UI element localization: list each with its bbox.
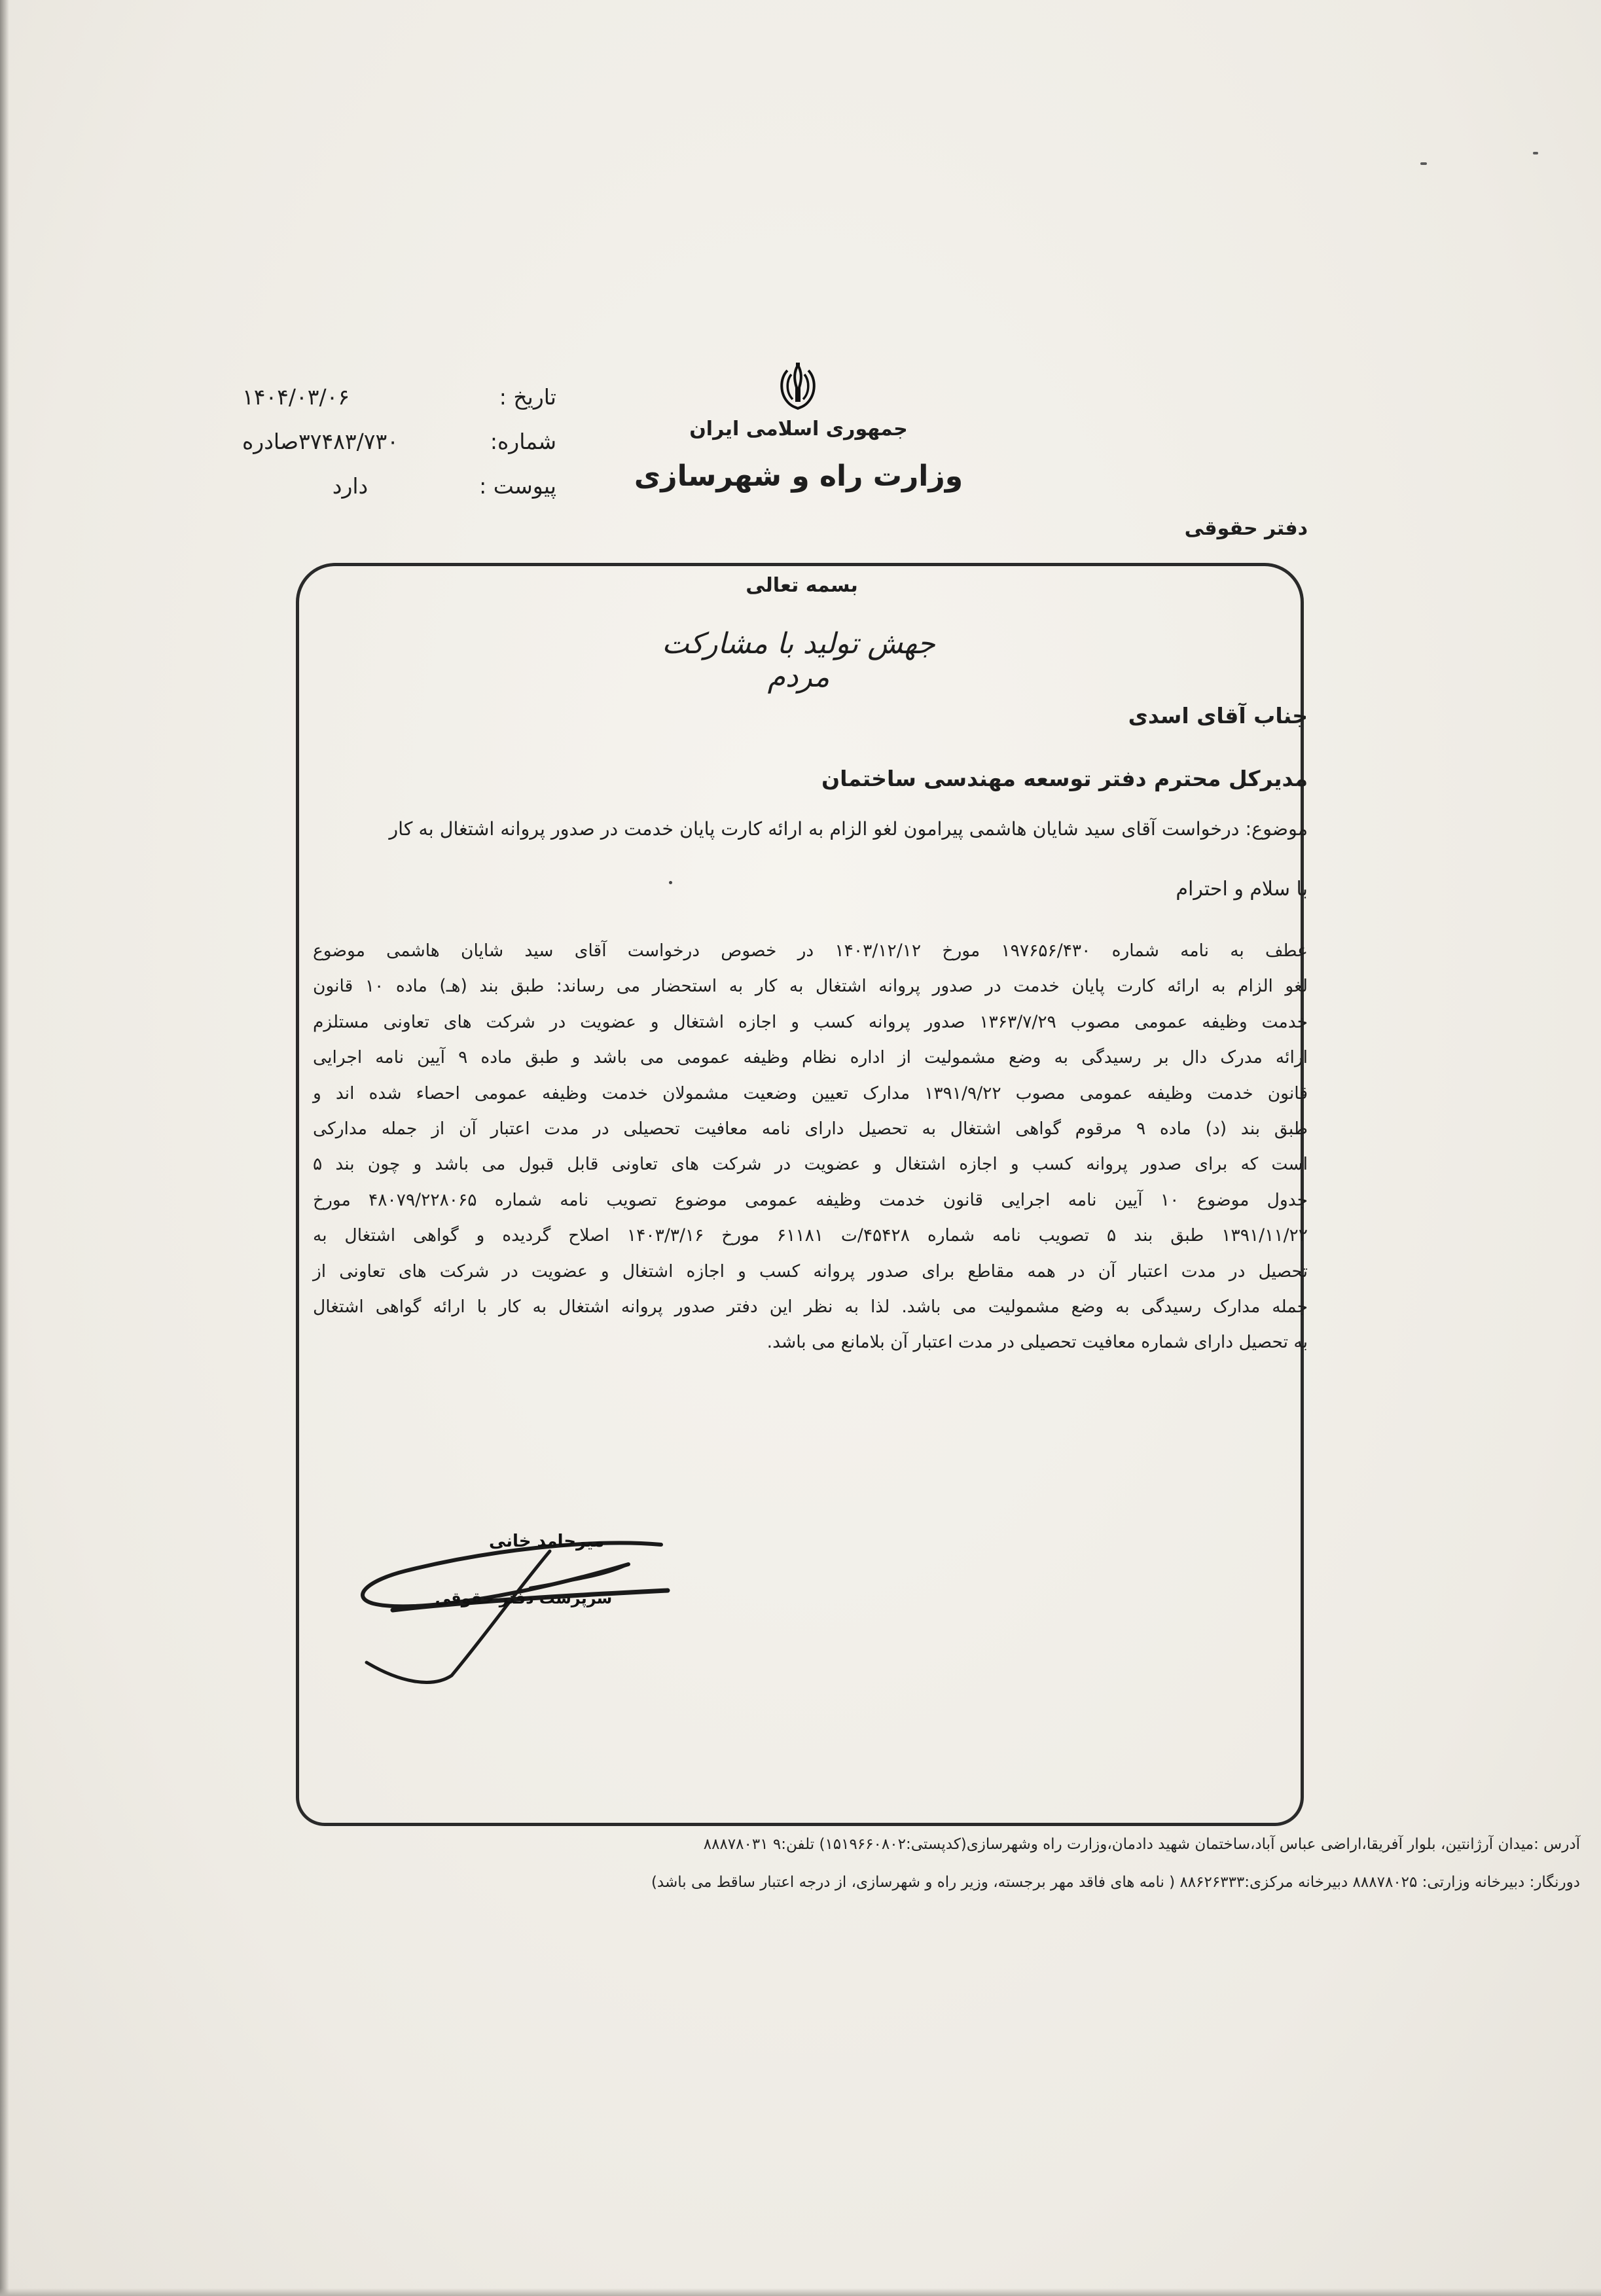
scan-speck xyxy=(1533,152,1538,154)
ink-dot xyxy=(669,881,672,884)
ministry-name: وزارت راه و شهرسازی xyxy=(634,459,963,493)
republic-name: جمهوری اسلامی ایران xyxy=(689,418,908,440)
bismillah: بسمه تعالی xyxy=(746,574,858,597)
department-name: دفتر حقوقی xyxy=(1184,517,1308,540)
body-line: است که برای صدور پروانه کسب و اجازه اشتغال و عضویت در شرکت های تعاونی قابل قبول می باشد و چون بند ۵ xyxy=(313,1154,1308,1175)
scan-edge-bottom xyxy=(0,2288,1601,2296)
letter-body xyxy=(313,933,1308,1361)
body-line: جدول موضوع ۱۰ آیین نامه اجرایی قانون خدمت وظیفه عمومی موضوع تصویب نامه شماره ۴۸۰۷۹/۲۲۸۰۶۵ مورخ xyxy=(313,1189,1308,1210)
body-line: ارائه مدرک دال بر رسیدگی به وضع مشمولیت از اداره نظام وظیفه عمومی می باشد و طبق ماده ۹ آیین نامه اجرایی xyxy=(313,1047,1308,1068)
year-slogan: جهش تولید با مشارکت مردم xyxy=(662,627,935,694)
body-line: به تحصیل دارای شماره معافیت تحصیلی در مدت اعتبار آن بلامانع می باشد. xyxy=(766,1332,1308,1353)
body-line: ۱۳۹۱/۱۱/۲۲ طبق بند ۵ تصویب نامه شماره ۴۵۴۲۸/ت ۶۱۱۸۱ مورخ ۱۴۰۳/۳/۱۶ اصلاح گردیده و گواهی اشتغال به xyxy=(313,1225,1308,1246)
body-line: جمله مدارک رسیدگی به وضع مشمولیت می باشد. لذا به نظر این دفتر صدور پروانه اشتغال به کار با ارائه گواهی اشتغال xyxy=(313,1296,1308,1317)
iran-emblem-icon xyxy=(774,361,821,414)
attachment-value: دارد xyxy=(332,473,369,499)
signatory-name: میرحامد خانی xyxy=(488,1532,605,1551)
body-line: عطف به نامه شماره ۱۹۷۶۵۶/۴۳۰ مورخ ۱۴۰۳/۱۲/۱۲ در خصوص درخواست آقای سید شایان هاشمی موضوع xyxy=(313,941,1308,961)
body-line: طبق بند (د) ماده ۹ مرقوم گواهی اشتغال به تحصیل دارای نامه معافیت تحصیلی در مدت اعتبار آن از جمله مدارکی xyxy=(313,1118,1308,1139)
addressee-title: مدیرکل محترم دفتر توسعه مهندسی ساختمان xyxy=(821,766,1308,791)
letter-subject: موضوع: درخواست آقای سید شایان هاشمی پیرامون لغو الزام به ارائه کارت پایان خدمت در صدور پروانه اشتغال به کار xyxy=(389,818,1308,840)
number-label: شماره: xyxy=(490,428,556,454)
greeting: با سلام و احترام xyxy=(1176,878,1308,901)
body-line: خدمت وظیفه عمومی مصوب ۱۳۶۳/۷/۲۹ صدور پروانه کسب و اجازه اشتغال و عضویت در شرکت های تعاونی مستلزم xyxy=(313,1011,1308,1032)
date-value: ۱۴۰۴/۰۳/۰۶ xyxy=(242,384,350,410)
attachment-row xyxy=(216,463,556,508)
letter-meta xyxy=(216,374,556,508)
footer-fax: دورنگار: دبیرخانه وزارتی: ۸۸۸۷۸۰۲۵ دبیرخانه مرکزی:۸۸۶۲۶۳۳۳ ( نامه های فاقد مهر برجسته، وزیر راه و شهرسازی، از درجه اعتبار ساقط می باشد) xyxy=(651,1874,1580,1891)
date-label: تاریخ : xyxy=(499,384,556,410)
body-line: لغو الزام به ارائه کارت پایان خدمت در صدور پروانه اشتغال به کار به استحضار می رساند: طبق بند (هـ) ماده ۱۰ قانون xyxy=(313,976,1308,997)
number-row xyxy=(216,419,556,463)
signatory-title: سرپرست دفتر حقوقی xyxy=(435,1589,613,1607)
body-line: قانون خدمت وظیفه عمومی مصوب ۱۳۹۱/۹/۲۲ مدارک تعیین وضعیت مشمولان خدمت وظیفه عمومی احصاء شده اند و xyxy=(313,1083,1308,1103)
footer-address: آدرس :میدان آرژانتین، بلوار آفریقا،اراضی عباس آباد،ساختمان شهید دادمان،وزارت راه وشهرسازی(کدپستی:۱۵۱۹۶۶۰۸۰۲) تلفن:۹ ۸۸۸۷۸۰۳۱ xyxy=(703,1836,1580,1853)
number-value: ۳۷۴۸۳/۷۳۰صادره xyxy=(242,428,399,454)
scan-speck xyxy=(1420,162,1427,165)
body-line: تحصیل در مدت اعتبار آن در همه مقاطع برای صدور پروانه کسب و اجازه اشتغال و عضویت در شرکت های تعاونی از xyxy=(313,1261,1308,1282)
attachment-label: پیوست : xyxy=(479,473,556,499)
date-row xyxy=(216,374,556,419)
addressee: جناب آقای اسدی xyxy=(1128,703,1308,728)
scan-edge-left xyxy=(0,0,9,2296)
